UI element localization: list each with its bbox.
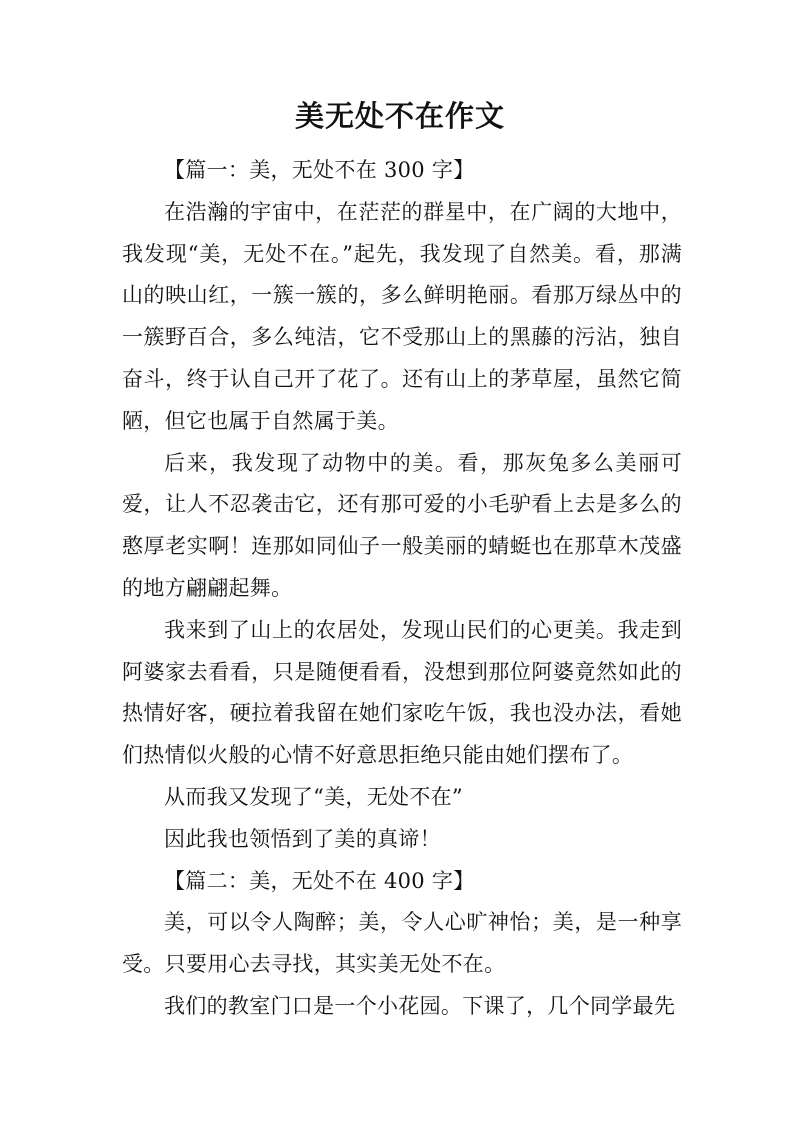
document-title: 美无处不在作文	[294, 99, 505, 133]
document-body	[122, 150, 682, 1028]
section-heading-1: 【篇一：美，无处不在 300 字】	[164, 158, 475, 182]
paragraph: 我们的教室门口是一个小花园。下课了，几个同学最先	[164, 993, 676, 1018]
paragraph: 在浩瀚的宇宙中，在茫茫的群星中，在广阔的大地中，我发现“美，无处不在。”起先，我发现了自然美。看，那满山的映山红，一簇一簇的，多么鲜明艳丽。看那万绿丛中的一簇野百合，多么纯洁，它不受那山上的黑藤的污沾，独自奋斗，终于认自己开了花了。还有山上的茅草屋，虽然它简陋，但它也属于自然属于美。	[122, 199, 682, 433]
paragraph: 美，可以令人陶醉；美，令人心旷神怡；美，是一种享受。只要用心去寻找，其实美无处不在。	[122, 910, 682, 977]
paragraph: 从而我又发现了“美，无处不在”	[164, 784, 463, 809]
section-heading-2: 【篇二：美，无处不在 400 字】	[164, 868, 475, 893]
paragraph: 后来，我发现了动物中的美。看，那灰兔多么美丽可爱，让人不忍袭击它，还有那可爱的小毛驴看上去是多么的憨厚老实啊！连那如同仙子一般美丽的蜻蜓也在那草木茂盛的地方翩翩起舞。	[122, 450, 682, 600]
paragraph: 我来到了山上的农居处，发现山民们的心更美。我走到阿婆家去看看，只是随便看看，没想到那位阿婆竟然如此的热情好客，硬拉着我留在她们家吃午饭，我也没办法，看她们热情似火般的心情不好意思拒绝只能由她们摆布了。	[122, 617, 682, 768]
paragraph: 因此我也领悟到了美的真谛！	[164, 826, 441, 851]
